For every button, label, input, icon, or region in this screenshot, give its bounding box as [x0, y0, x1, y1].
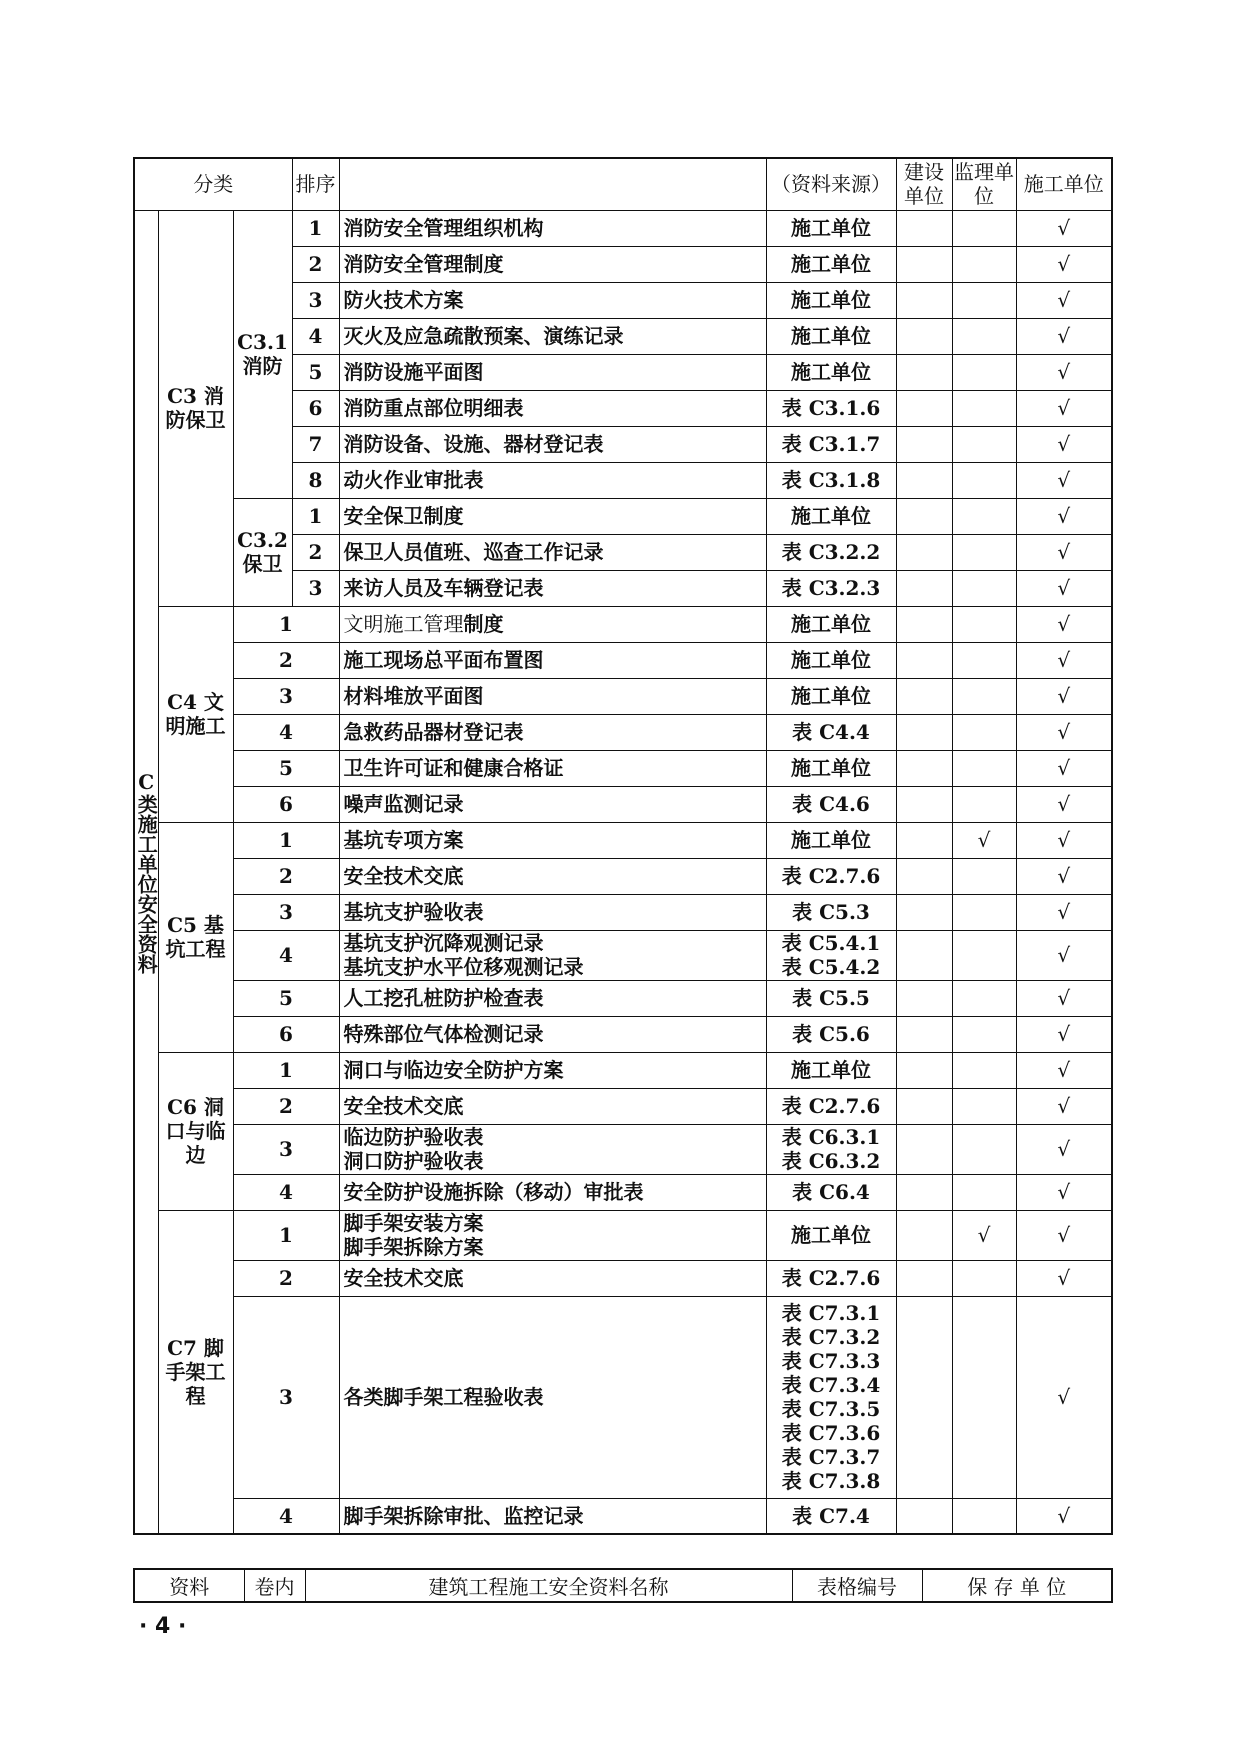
record-name: 动火作业审批表	[339, 462, 766, 498]
row-number: 6	[233, 786, 339, 822]
record-name: 来访人员及车辆登记表	[339, 570, 766, 606]
row-number: 3	[292, 282, 339, 318]
construction-unit-cell	[896, 390, 952, 426]
record-name: 基坑专项方案	[339, 822, 766, 858]
supervision-unit-cell	[952, 570, 1016, 606]
record-source-line: 表 C6.3.2	[781, 1149, 881, 1173]
record-source	[766, 930, 896, 980]
supervision-unit-cell	[952, 210, 1016, 246]
record-source: 表 C3.1.8	[766, 462, 896, 498]
header-blank	[339, 158, 766, 210]
row-number: 4	[233, 1174, 339, 1210]
contractor-unit-check: √	[1016, 426, 1112, 462]
supervision-unit-cell	[952, 390, 1016, 426]
record-source-line: 表 C5.4.1	[781, 931, 881, 955]
header-supervision-unit: 监理单位	[952, 158, 1016, 210]
record-source: 施工单位	[766, 750, 896, 786]
record-source-line: 表 C7.3.5	[781, 1397, 881, 1421]
construction-unit-cell	[896, 858, 952, 894]
contractor-unit-check: √	[1016, 1016, 1112, 1052]
footer-record-name: 建筑工程施工安全资料名称	[305, 1569, 792, 1602]
table-row	[134, 1296, 1112, 1498]
record-source-line: 表 C7.3.2	[781, 1325, 881, 1349]
record-source: 表 C3.2.3	[766, 570, 896, 606]
construction-unit-cell	[896, 570, 952, 606]
row-number: 2	[233, 642, 339, 678]
record-name-line: 脚手架安装方案	[343, 1211, 484, 1235]
record-source: 表 C2.7.6	[766, 858, 896, 894]
supervision-unit-cell	[952, 1124, 1016, 1174]
construction-unit-cell	[896, 1124, 952, 1174]
record-name: 防火技术方案	[339, 282, 766, 318]
record-source	[766, 1124, 896, 1174]
row-number: 3	[233, 894, 339, 930]
table-row	[134, 930, 1112, 980]
record-name	[339, 930, 766, 980]
record-name: 安全防护设施拆除（移动）审批表	[339, 1174, 766, 1210]
contractor-unit-check: √	[1016, 822, 1112, 858]
footer-table-wrap	[133, 1568, 1111, 1603]
group-c5: C5 基坑工程	[158, 822, 233, 1052]
contractor-unit-check: √	[1016, 930, 1112, 980]
construction-unit-cell	[896, 786, 952, 822]
row-number: 2	[292, 246, 339, 282]
row-number: 3	[233, 1124, 339, 1174]
supervision-unit-cell	[952, 606, 1016, 642]
table-row	[134, 678, 1112, 714]
safety-records-table	[133, 157, 1113, 1535]
construction-unit-cell	[896, 642, 952, 678]
contractor-unit-check: √	[1016, 1498, 1112, 1534]
contractor-unit-check: √	[1016, 980, 1112, 1016]
record-name: 基坑支护验收表	[339, 894, 766, 930]
construction-unit-cell	[896, 1088, 952, 1124]
supervision-unit-cell	[952, 858, 1016, 894]
record-source: 表 C5.6	[766, 1016, 896, 1052]
contractor-unit-check: √	[1016, 1052, 1112, 1088]
row-number: 5	[292, 354, 339, 390]
group-c7: C7 脚手架工程	[158, 1210, 233, 1534]
supervision-unit-cell	[952, 678, 1016, 714]
record-source: 表 C5.3	[766, 894, 896, 930]
record-source: 表 C7.4	[766, 1498, 896, 1534]
contractor-unit-check: √	[1016, 354, 1112, 390]
side-category-label: C类施工单位安全资料	[134, 210, 158, 1534]
contractor-unit-check: √	[1016, 858, 1112, 894]
record-source-line: 表 C7.3.4	[781, 1373, 881, 1397]
supervision-unit-cell	[952, 642, 1016, 678]
supervision-unit-cell	[952, 1174, 1016, 1210]
row-number: 6	[292, 390, 339, 426]
row-number: 8	[292, 462, 339, 498]
contractor-unit-check: √	[1016, 1124, 1112, 1174]
table-row	[134, 1124, 1112, 1174]
record-name: 各类脚手架工程验收表	[339, 1296, 766, 1498]
footer-storage-unit: 保 存 单 位	[922, 1569, 1112, 1602]
supervision-unit-cell	[952, 354, 1016, 390]
footer-materials: 资料	[134, 1569, 244, 1602]
supervision-unit-cell	[952, 498, 1016, 534]
supervision-unit-cell	[952, 750, 1016, 786]
record-source: 施工单位	[766, 606, 896, 642]
record-source: 表 C3.1.6	[766, 390, 896, 426]
construction-unit-cell	[896, 1210, 952, 1260]
group-c31: C3.1 消防	[233, 210, 292, 498]
table-row	[134, 894, 1112, 930]
supervision-unit-cell	[952, 318, 1016, 354]
table-row	[134, 786, 1112, 822]
safety-records-table-wrap	[133, 157, 1111, 1535]
record-source: 施工单位	[766, 318, 896, 354]
table-row	[134, 980, 1112, 1016]
header-source: （资料来源）	[766, 158, 896, 210]
table-row	[134, 1498, 1112, 1534]
table-row	[134, 642, 1112, 678]
footer-form-number: 表格编号	[792, 1569, 922, 1602]
supervision-unit-cell	[952, 462, 1016, 498]
record-source-line: 表 C7.3.1	[781, 1301, 881, 1325]
row-number: 7	[292, 426, 339, 462]
record-source-line: 表 C6.3.1	[781, 1125, 881, 1149]
construction-unit-cell	[896, 714, 952, 750]
supervision-unit-cell	[952, 1088, 1016, 1124]
row-number: 4	[233, 714, 339, 750]
footer-volume: 卷内	[244, 1569, 305, 1602]
row-number: 2	[233, 1088, 339, 1124]
row-number: 3	[233, 1296, 339, 1498]
record-name-part: 文明施工管理	[343, 612, 464, 636]
row-number: 2	[233, 858, 339, 894]
row-number: 2	[292, 534, 339, 570]
record-name: 脚手架拆除审批、监控记录	[339, 1498, 766, 1534]
record-source	[766, 1296, 896, 1498]
contractor-unit-check: √	[1016, 498, 1112, 534]
record-name: 施工现场总平面布置图	[339, 642, 766, 678]
record-source: 表 C3.2.2	[766, 534, 896, 570]
construction-unit-cell	[896, 980, 952, 1016]
record-name: 卫生许可证和健康合格证	[339, 750, 766, 786]
supervision-unit-cell	[952, 714, 1016, 750]
record-source: 表 C6.4	[766, 1174, 896, 1210]
record-source: 施工单位	[766, 210, 896, 246]
record-name-line: 临边防护验收表	[343, 1125, 484, 1149]
record-name: 安全保卫制度	[339, 498, 766, 534]
record-source: 施工单位	[766, 1210, 896, 1260]
record-source-line: 表 C7.3.7	[781, 1445, 881, 1469]
contractor-unit-check: √	[1016, 1174, 1112, 1210]
header-row	[134, 158, 1112, 210]
table-row	[134, 1016, 1112, 1052]
row-number: 1	[233, 1210, 339, 1260]
construction-unit-cell	[896, 210, 952, 246]
record-source: 施工单位	[766, 678, 896, 714]
contractor-unit-check: √	[1016, 1088, 1112, 1124]
record-name-line: 洞口防护验收表	[343, 1149, 484, 1173]
supervision-unit-cell	[952, 894, 1016, 930]
row-number: 4	[233, 1498, 339, 1534]
contractor-unit-check: √	[1016, 606, 1112, 642]
supervision-unit-cell	[952, 1498, 1016, 1534]
record-name: 急救药品器材登记表	[339, 714, 766, 750]
row-number: 4	[292, 318, 339, 354]
record-source: 施工单位	[766, 498, 896, 534]
record-source: 表 C5.5	[766, 980, 896, 1016]
record-source: 表 C4.6	[766, 786, 896, 822]
construction-unit-cell	[896, 930, 952, 980]
contractor-unit-check: √	[1016, 678, 1112, 714]
contractor-unit-check: √	[1016, 894, 1112, 930]
construction-unit-cell	[896, 1016, 952, 1052]
row-number: 3	[233, 678, 339, 714]
construction-unit-cell	[896, 318, 952, 354]
construction-unit-cell	[896, 1260, 952, 1296]
record-name: 安全技术交底	[339, 858, 766, 894]
construction-unit-cell	[896, 534, 952, 570]
contractor-unit-check: √	[1016, 282, 1112, 318]
record-name: 消防设施平面图	[339, 354, 766, 390]
record-source: 表 C2.7.6	[766, 1260, 896, 1296]
record-source: 施工单位	[766, 246, 896, 282]
record-name: 安全技术交底	[339, 1088, 766, 1124]
supervision-unit-cell	[952, 930, 1016, 980]
record-source: 施工单位	[766, 822, 896, 858]
footer-row	[134, 1569, 1112, 1602]
construction-unit-cell	[896, 1174, 952, 1210]
construction-unit-cell	[896, 426, 952, 462]
supervision-unit-cell	[952, 246, 1016, 282]
construction-unit-cell	[896, 750, 952, 786]
contractor-unit-check: √	[1016, 534, 1112, 570]
table-row	[134, 1174, 1112, 1210]
row-number: 6	[233, 1016, 339, 1052]
supervision-unit-cell	[952, 1296, 1016, 1498]
supervision-unit-cell	[952, 1016, 1016, 1052]
contractor-unit-check: √	[1016, 390, 1112, 426]
group-c6: C6 洞口与临边	[158, 1052, 233, 1210]
construction-unit-cell	[896, 894, 952, 930]
table-row	[134, 1260, 1112, 1296]
record-name: 灭火及应急疏散预案、演练记录	[339, 318, 766, 354]
record-source-line: 表 C7.3.8	[781, 1469, 881, 1493]
record-name: 保卫人员值班、巡查工作记录	[339, 534, 766, 570]
supervision-unit-cell: √	[952, 1210, 1016, 1260]
record-name: 消防设备、设施、器材登记表	[339, 426, 766, 462]
group-c32: C3.2 保卫	[233, 498, 292, 606]
supervision-unit-cell	[952, 282, 1016, 318]
construction-unit-cell	[896, 462, 952, 498]
header-construction-unit: 建设单位	[896, 158, 952, 210]
row-number: 5	[233, 750, 339, 786]
table-row	[134, 750, 1112, 786]
record-source: 表 C2.7.6	[766, 1088, 896, 1124]
row-number: 1	[233, 822, 339, 858]
record-source: 施工单位	[766, 354, 896, 390]
table-row	[134, 822, 1112, 858]
construction-unit-cell	[896, 678, 952, 714]
table-row	[134, 1052, 1112, 1088]
record-source-line: 表 C7.3.3	[781, 1349, 881, 1373]
record-name	[339, 1210, 766, 1260]
record-name-line: 基坑支护水平位移观测记录	[343, 955, 584, 979]
record-source: 施工单位	[766, 1052, 896, 1088]
construction-unit-cell	[896, 246, 952, 282]
record-name: 噪声监测记录	[339, 786, 766, 822]
supervision-unit-cell	[952, 980, 1016, 1016]
table-row	[134, 858, 1112, 894]
table-row	[134, 714, 1112, 750]
record-name	[339, 606, 766, 642]
header-category: 分类	[134, 158, 292, 210]
record-name: 特殊部位气体检测记录	[339, 1016, 766, 1052]
record-name	[339, 1124, 766, 1174]
row-number: 3	[292, 570, 339, 606]
record-source: 施工单位	[766, 282, 896, 318]
contractor-unit-check: √	[1016, 714, 1112, 750]
supervision-unit-cell	[952, 1052, 1016, 1088]
group-c4: C4 文明施工	[158, 606, 233, 822]
record-name: 消防安全管理组织机构	[339, 210, 766, 246]
supervision-unit-cell	[952, 426, 1016, 462]
record-name-line: 脚手架拆除方案	[343, 1235, 484, 1259]
contractor-unit-check: √	[1016, 1296, 1112, 1498]
contractor-unit-check: √	[1016, 1210, 1112, 1260]
construction-unit-cell	[896, 1052, 952, 1088]
header-order: 排序	[292, 158, 339, 210]
contractor-unit-check: √	[1016, 786, 1112, 822]
record-source: 表 C3.1.7	[766, 426, 896, 462]
contractor-unit-check: √	[1016, 210, 1112, 246]
row-number: 1	[233, 606, 339, 642]
construction-unit-cell	[896, 1296, 952, 1498]
construction-unit-cell	[896, 498, 952, 534]
record-source-line: 表 C5.4.2	[781, 955, 881, 979]
construction-unit-cell	[896, 822, 952, 858]
supervision-unit-cell	[952, 786, 1016, 822]
contractor-unit-check: √	[1016, 642, 1112, 678]
record-source: 施工单位	[766, 642, 896, 678]
table-row	[134, 606, 1112, 642]
table-row	[134, 1088, 1112, 1124]
footer-table	[133, 1568, 1113, 1603]
record-name: 安全技术交底	[339, 1260, 766, 1296]
group-c3: C3 消防保卫	[158, 210, 233, 606]
record-source: 表 C4.4	[766, 714, 896, 750]
supervision-unit-cell	[952, 534, 1016, 570]
row-number: 5	[233, 980, 339, 1016]
contractor-unit-check: √	[1016, 1260, 1112, 1296]
supervision-unit-cell: √	[952, 822, 1016, 858]
row-number: 1	[292, 210, 339, 246]
header-contractor-unit: 施工单位	[1016, 158, 1112, 210]
contractor-unit-check: √	[1016, 318, 1112, 354]
table-row	[134, 498, 1112, 534]
record-name-line: 基坑支护沉降观测记录	[343, 931, 544, 955]
construction-unit-cell	[896, 606, 952, 642]
row-number: 1	[233, 1052, 339, 1088]
record-name-part: 制度	[463, 612, 504, 636]
page-number: · 4 ·	[139, 1614, 187, 1639]
table-row	[134, 210, 1112, 246]
supervision-unit-cell	[952, 1260, 1016, 1296]
contractor-unit-check: √	[1016, 462, 1112, 498]
construction-unit-cell	[896, 354, 952, 390]
record-name: 人工挖孔桩防护检查表	[339, 980, 766, 1016]
record-name: 消防安全管理制度	[339, 246, 766, 282]
contractor-unit-check: √	[1016, 246, 1112, 282]
record-name: 消防重点部位明细表	[339, 390, 766, 426]
contractor-unit-check: √	[1016, 570, 1112, 606]
row-number: 4	[233, 930, 339, 980]
table-row	[134, 1210, 1112, 1260]
row-number: 1	[292, 498, 339, 534]
record-source-line: 表 C7.3.6	[781, 1421, 881, 1445]
construction-unit-cell	[896, 282, 952, 318]
contractor-unit-check: √	[1016, 750, 1112, 786]
row-number: 2	[233, 1260, 339, 1296]
record-name: 洞口与临边安全防护方案	[339, 1052, 766, 1088]
record-name: 材料堆放平面图	[339, 678, 766, 714]
construction-unit-cell	[896, 1498, 952, 1534]
